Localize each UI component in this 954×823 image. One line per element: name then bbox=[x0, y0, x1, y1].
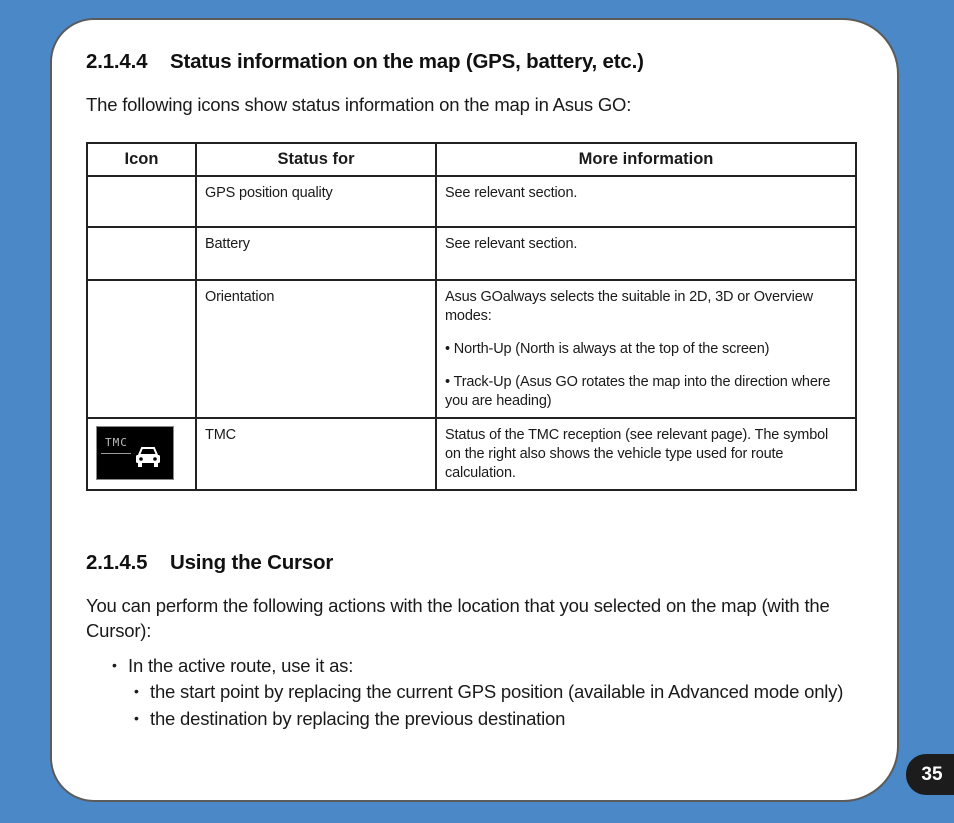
bullet-list bbox=[112, 653, 858, 731]
info-line: • North-Up (North is always at the top of the screen) bbox=[445, 341, 770, 357]
list-item-text: the start point by replacing the current GPS position (available in Advanced mode only) bbox=[150, 681, 844, 702]
column-header-icon: Icon bbox=[87, 143, 196, 176]
section-cursor bbox=[86, 551, 858, 731]
table-row bbox=[87, 280, 856, 418]
icon-cell bbox=[87, 227, 196, 280]
info-cell: See relevant section. bbox=[436, 176, 856, 227]
status-cell: Orientation bbox=[196, 280, 436, 418]
section-intro: The following icons show status information on the map in Asus GO: bbox=[86, 94, 632, 115]
page-content bbox=[86, 50, 858, 733]
section-title: Status information on the map (GPS, battery, etc.) bbox=[170, 50, 644, 73]
section-number: 2.1.4.4 bbox=[86, 50, 148, 73]
status-cell: GPS position quality bbox=[196, 176, 436, 227]
status-cell: Battery bbox=[196, 227, 436, 280]
list-item: • the destination by replacing the previous destination bbox=[134, 708, 566, 729]
car-icon bbox=[133, 444, 163, 470]
column-header-status: Status for bbox=[196, 143, 436, 176]
status-table bbox=[86, 142, 857, 491]
table-row bbox=[87, 176, 856, 227]
section-heading-cursor bbox=[86, 551, 858, 575]
icon-cell bbox=[87, 176, 196, 227]
section-number: 2.1.4.5 bbox=[86, 551, 148, 574]
table-row bbox=[87, 418, 856, 490]
sub-bullet-list bbox=[134, 679, 858, 731]
tmc-icon-label: TMC bbox=[105, 436, 128, 449]
tmc-status-icon bbox=[96, 426, 174, 480]
section-lead: You can perform the following actions with the location that you selected on the map (with the Cursor): bbox=[86, 595, 830, 641]
info-cell: Status of the TMC reception (see relevant page). The symbol on the right also shows the vehicle type used for route calculation. bbox=[436, 418, 856, 490]
info-cell bbox=[436, 280, 856, 418]
table-header-row bbox=[87, 143, 856, 176]
column-header-info: More information bbox=[436, 143, 856, 176]
list-item: • In the active route, use it as: • the start point by replacing the current GPS position (available in Advanced mode only) • the destination by replacing the previous destination bbox=[112, 653, 858, 731]
status-cell: TMC bbox=[196, 418, 436, 490]
info-line: • Track-Up (Asus GO rotates the map into the direction where you are heading) bbox=[445, 374, 831, 409]
section-heading-status bbox=[86, 50, 858, 74]
list-item-text: In the active route, use it as: bbox=[128, 655, 354, 676]
list-item-text: the destination by replacing the previous destination bbox=[150, 708, 566, 729]
list-item: • the start point by replacing the current GPS position (available in Advanced mode only) bbox=[134, 681, 844, 702]
icon-cell bbox=[87, 280, 196, 418]
manual-page bbox=[50, 18, 899, 802]
page-number: 35 bbox=[906, 754, 954, 795]
info-cell: See relevant section. bbox=[436, 227, 856, 280]
info-line: Asus GOalways selects the suitable in 2D, 3D or Overview modes: bbox=[445, 289, 813, 324]
icon-cell bbox=[87, 418, 196, 490]
table-row bbox=[87, 227, 856, 280]
section-title: Using the Cursor bbox=[170, 551, 334, 574]
